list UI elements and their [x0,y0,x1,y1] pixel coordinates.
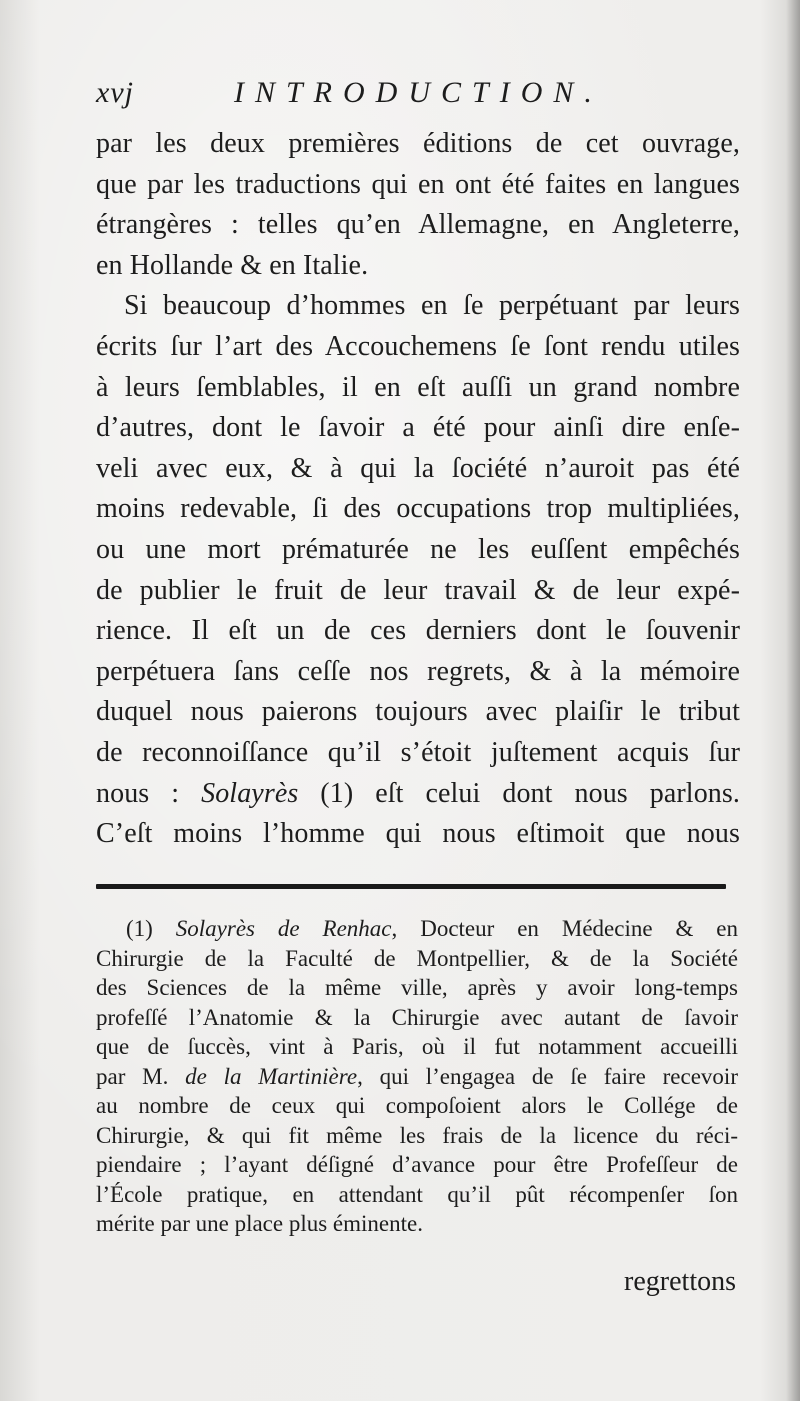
footnote-text-segment: , Docteur en Médecine & en [391,916,739,941]
page-edge-shadow [786,0,800,1401]
body-line: de reconnoiſſance qu’il s’étoit juſtement acquis ſur [96,736,740,768]
body-line: à leurs ſemblables, il en eſt auſſi un grand nombre [96,371,740,403]
body-line [96,774,740,815]
author-name-solayres: Solayrès [201,777,299,809]
body-text-segment: nous : [96,777,202,809]
body-line: moins redevable, ſi des occupations trop multipliées, [96,493,740,525]
footnote-line: Chirurgie, & qui fit même les frais de la licence du réci- [96,1122,738,1148]
footnote-text-segment: , qui l’engagea de ſe faire recevoir [357,1063,738,1089]
body-line: en Hollande & en Italie. [96,249,369,281]
body-line: ou une mort prématurée ne les euſſent empêchés [96,533,740,565]
body-line: étrangères : telles qu’en Allemagne, en Angleterre, [96,209,740,241]
body-text-segment: (1) eſt celui dont nous parlons. [298,777,740,809]
body-line: perpétuera ſans ceſſe nos regrets, & à la mémoire [96,655,740,687]
footnote-line [96,914,738,944]
footnote-line: que de ſuccès, vint à Paris, où il fut notamment accueilli [96,1034,738,1059]
body-line: C’eſt moins l’homme qui nous eſtimoit que nous [96,818,740,850]
running-head [96,76,736,116]
body-text [96,124,740,855]
body-line: de publier le fruit de leur travail & de leur expé- [96,574,740,606]
footnote-author-name: Solayrès de Renhac [175,916,392,941]
body-line: veli avec eux, & à qui la ſociété n’auroit pas été [96,452,740,484]
body-line: que par les traductions qui en ont été faites en langues [96,168,740,200]
footnote-line: l’École pratique, en attendant qu’il pût récompenſer ſon [96,1181,738,1207]
body-line: Si beaucoup d’hommes en ſe perpétuant par leurs [124,290,740,322]
body-line: écrits ſur l’art des Accouchemens ſe ſont rendu utiles [96,330,740,362]
section-title: INTRODUCTION. [234,76,603,109]
footnote-line: Chirurgie de la Faculté de Montpellier, & de la Société [96,945,738,971]
footnote-rule [96,884,726,889]
footnote [96,914,738,1239]
body-line: rience. Il eſt un de ces derniers dont le ſouvenir [96,615,740,647]
footnote-line: profeſſé l’Anatomie & la Chirurgie avec autant de ſavoir [96,1004,738,1030]
page-number: xvj [96,76,134,109]
catchword: regrettons [624,1266,736,1297]
footnote-line [96,1062,738,1092]
footnote-text-segment: par M. [96,1063,186,1089]
body-line: duquel nous paierons toujours avec plaiſir le tribut [96,696,740,728]
body-line: par les deux premières éditions de cet ouvrage, [96,128,740,159]
footnote-line: des Sciences de la même ville, après y avoir long-temps [96,975,738,1000]
footnote-line: au nombre de ceux qui compoſoient alors le Collége de [96,1093,738,1118]
footnote-line: mérite par une place plus éminente. [96,1211,423,1236]
footnote-marker: (1) [126,916,176,941]
footnote-person-name: de la Martinière [185,1063,358,1089]
footnote-line: piendaire ; l’ayant déſigné d’avance pour être Profeſſeur de [96,1152,738,1177]
body-line: d’autres, dont le ſavoir a été pour ainſi dire enſe- [96,412,740,444]
